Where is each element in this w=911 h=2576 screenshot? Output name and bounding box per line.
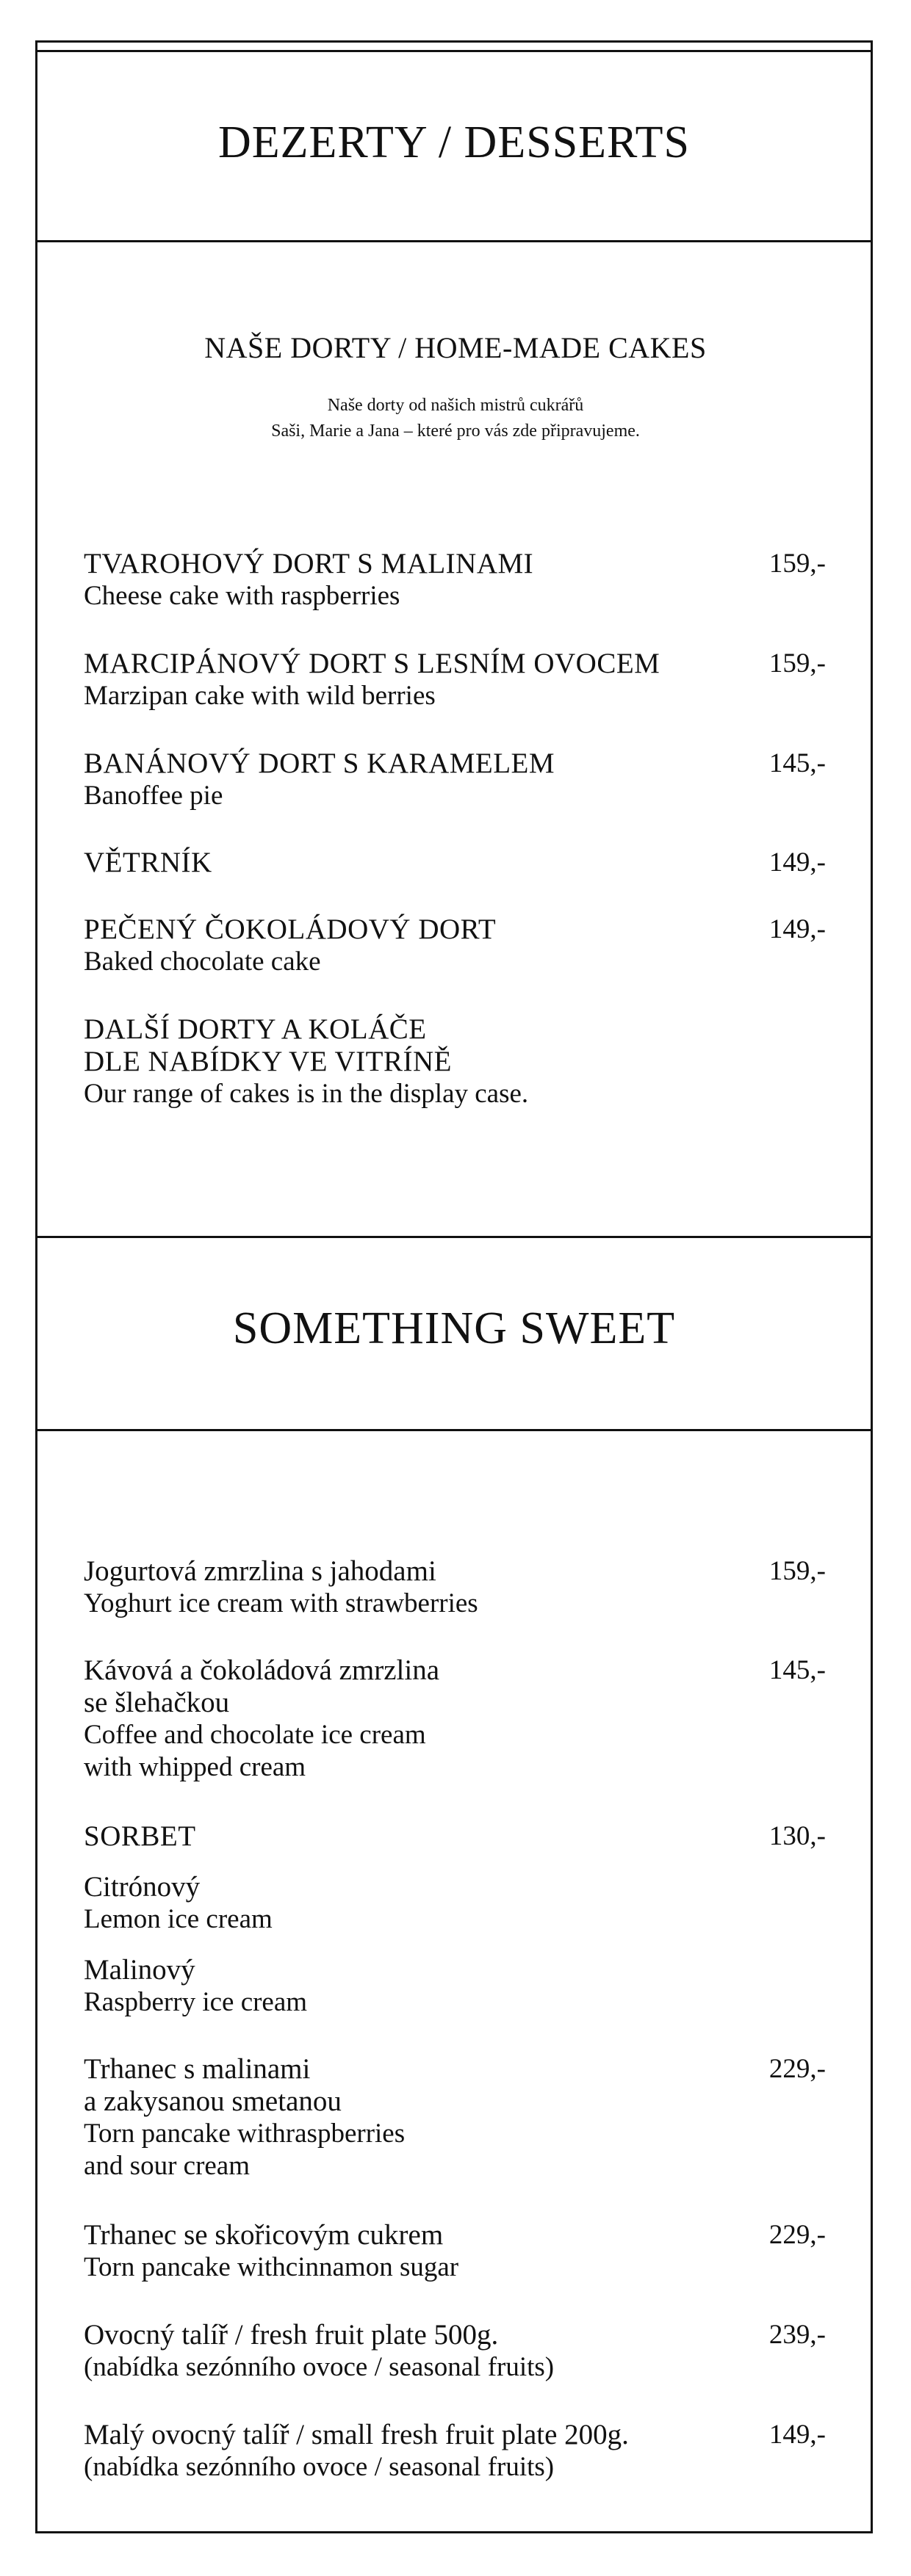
menu-item <box>84 1555 826 1620</box>
menu-item-desc: Torn pancake withraspberries and sour cream <box>84 2119 406 2181</box>
menu-item-desc: Raspberry ice cream <box>84 1987 308 2017</box>
menu-item-price: 239,- <box>768 2320 826 2350</box>
menu-item-desc: Cheese cake with raspberries <box>84 581 400 611</box>
menu-item <box>84 548 826 612</box>
menu-item-price: 149,- <box>768 2420 826 2450</box>
menu-item-name: BANÁNOVÝ DORT S KARAMELEM <box>84 748 555 779</box>
menu-item-desc: Yoghurt ice cream with strawberries <box>84 1588 478 1618</box>
cakes-subtitle-line1: Naše dorty od našich mistrů cukrářů <box>327 396 584 415</box>
menu-item-desc: (nabídka sezónního ovoce / seasonal fruits) <box>84 2352 555 2382</box>
menu-item-desc: Our range of cakes is in the display case. <box>84 1079 529 1109</box>
menu-item <box>84 2219 826 2284</box>
menu-item-name: Malinový <box>84 1954 195 1986</box>
menu-item-price: 149,- <box>768 914 826 944</box>
menu-item <box>84 1820 826 1853</box>
menu-item <box>84 847 826 879</box>
menu-item-name: Trhanec se skořicovým cukrem <box>84 2219 444 2251</box>
menu-item-name: PEČENÝ ČOKOLÁDOVÝ DORT <box>84 913 497 945</box>
header-something-sweet <box>35 1236 873 1431</box>
menu-item-price: 145,- <box>768 1655 826 1685</box>
header-something-sweet-title: SOMETHING SWEET <box>232 1303 676 1353</box>
menu-item-name: SORBET <box>84 1820 196 1852</box>
menu-item-name: Ovocný talíř / fresh fruit plate 500g. <box>84 2319 499 2351</box>
menu-item-price: 159,- <box>768 549 826 579</box>
menu-item-name: MARCIPÁNOVÝ DORT S LESNÍM OVOCEM <box>84 648 660 679</box>
menu-item-desc: Baked chocolate cake <box>84 947 321 977</box>
menu-item-desc: Coffee and chocolate ice cream with whipped cream <box>84 1720 426 1782</box>
menu-item-price: 149,- <box>768 847 826 878</box>
header-desserts <box>35 50 873 242</box>
menu-item-desc: Banoffee pie <box>84 781 223 811</box>
cakes-section-title: NAŠE DORTY / HOME-MADE CAKES <box>204 331 707 364</box>
menu-item-name: VĚTRNÍK <box>84 847 212 878</box>
menu-item-price: 159,- <box>768 648 826 679</box>
menu-item <box>84 648 826 712</box>
menu-item <box>84 2419 826 2483</box>
menu-item <box>84 1871 826 1936</box>
menu-item-price: 159,- <box>768 1556 826 1586</box>
menu-item-name: TVAROHOVÝ DORT S MALINAMI <box>84 548 534 579</box>
cakes-subtitle-line2: Saši, Marie a Jana – které pro vás zde připravujeme. <box>271 422 640 441</box>
menu-item-price: 229,- <box>768 2220 826 2250</box>
menu-item-name: Jogurtová zmrzlina s jahodami <box>84 1555 436 1587</box>
menu-item-desc: Lemon ice cream <box>84 1904 273 1934</box>
menu-item-name: Trhanec s malinami a zakysanou smetanou <box>84 2053 342 2117</box>
menu-item-price: 145,- <box>768 748 826 778</box>
menu-item <box>84 2053 826 2182</box>
menu-item-price: 229,- <box>768 2054 826 2084</box>
menu-item-name: DALŠÍ DORTY A KOLÁČE DLE NABÍDKY VE VITRÍNĚ <box>84 1013 452 1077</box>
menu-item-desc: Torn pancake withcinnamon sugar <box>84 2252 459 2282</box>
menu-item-name: Citrónový <box>84 1871 201 1903</box>
menu-item <box>84 1013 826 1110</box>
menu-item <box>84 913 826 978</box>
menu-item-price: 130,- <box>768 1821 826 1851</box>
menu-item-name: Kávová a čokoládová zmrzlina se šlehačkou <box>84 1654 440 1718</box>
menu-item <box>84 1654 826 1784</box>
menu-item <box>84 748 826 812</box>
menu-item <box>84 1954 826 2019</box>
menu-item-name: Malý ovocný talíř / small fresh fruit plate 200g. <box>84 2419 629 2450</box>
menu-item-desc: Marzipan cake with wild berries <box>84 681 436 711</box>
menu-item <box>84 2319 826 2384</box>
menu-item-desc: (nabídka sezónního ovoce / seasonal fruits) <box>84 2452 555 2482</box>
header-desserts-title: DEZERTY / DESSERTS <box>217 117 691 167</box>
